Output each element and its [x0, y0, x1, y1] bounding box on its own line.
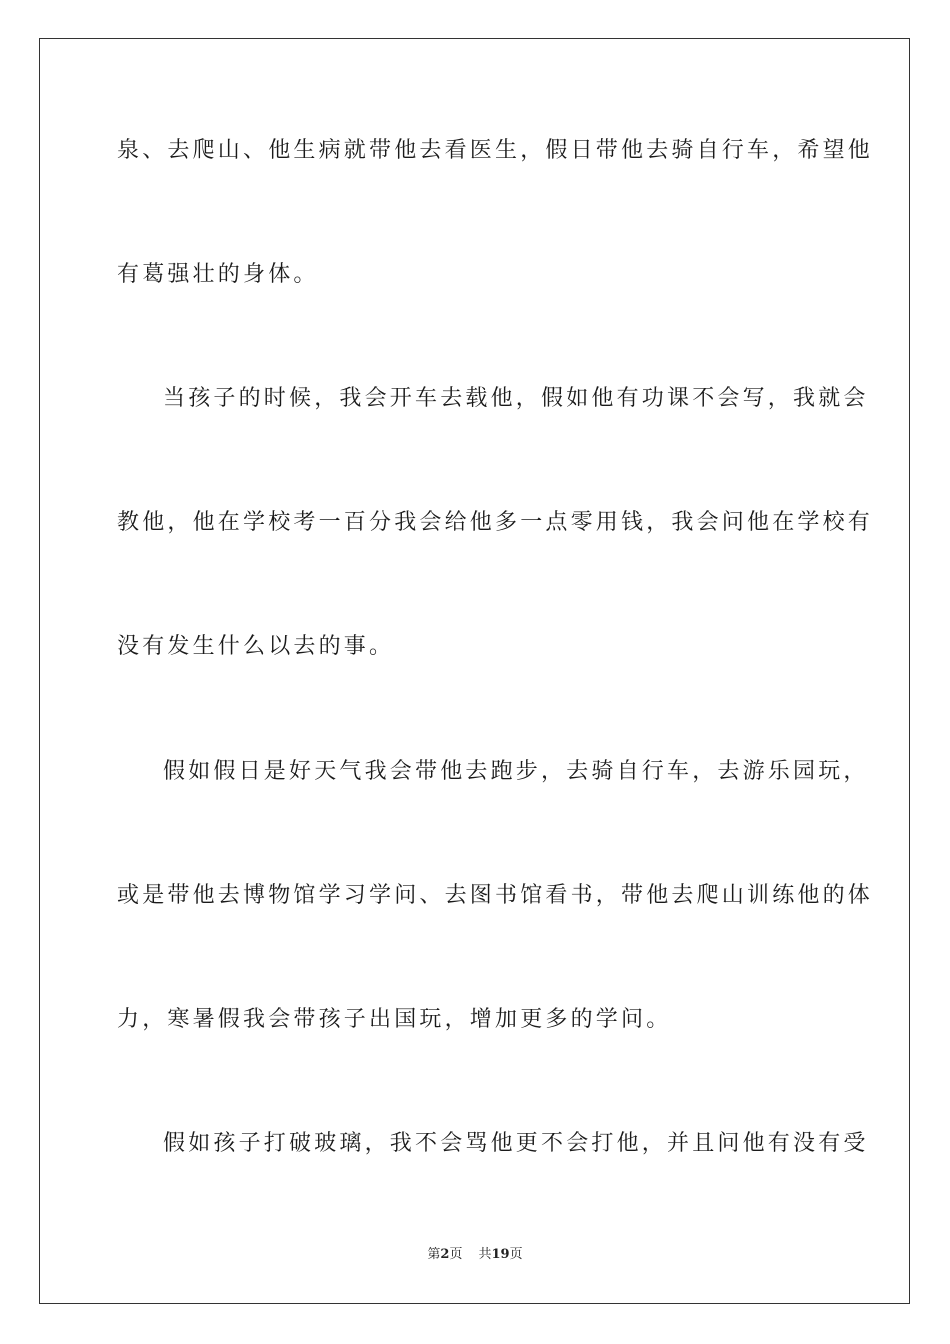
text-line-1: 泉、去爬山、他生病就带他去看医生，假日带他去骑自行车，希望他 — [117, 138, 874, 163]
footer-page-number: 2 — [440, 1247, 450, 1262]
footer-total-suffix: 页 — [509, 1247, 523, 1262]
text-line-5: 没有发生什么以去的事。 — [117, 634, 395, 659]
text-line-6: 假如假日是好天气我会带他去跑步，去骑自行车，去游乐园玩， — [163, 759, 869, 784]
text-line-2: 有葛强壮的身体。 — [117, 262, 319, 287]
footer-total-prefix: 共 — [478, 1247, 492, 1262]
text-line-7: 或是带他去博物馆学习学问、去图书馆看书，带他去爬山训练他的体 — [117, 883, 874, 908]
text-line-8: 力，寒暑假我会带孩子出国玩，增加更多的学问。 — [117, 1007, 672, 1032]
footer-page-suffix: 页 — [449, 1247, 463, 1262]
page-footer — [0, 1246, 950, 1264]
footer-total-pages: 19 — [491, 1247, 510, 1262]
text-line-3: 当孩子的时候，我会开车去载他，假如他有功课不会写，我就会 — [163, 386, 869, 411]
text-line-4: 教他，他在学校考一百分我会给他多一点零用钱，我会问他在学校有 — [117, 510, 874, 535]
footer-page-prefix: 第 — [427, 1247, 441, 1262]
page-border — [39, 38, 910, 1304]
text-line-9: 假如孩子打破玻璃，我不会骂他更不会打他，并且问他有没有受 — [163, 1131, 869, 1156]
